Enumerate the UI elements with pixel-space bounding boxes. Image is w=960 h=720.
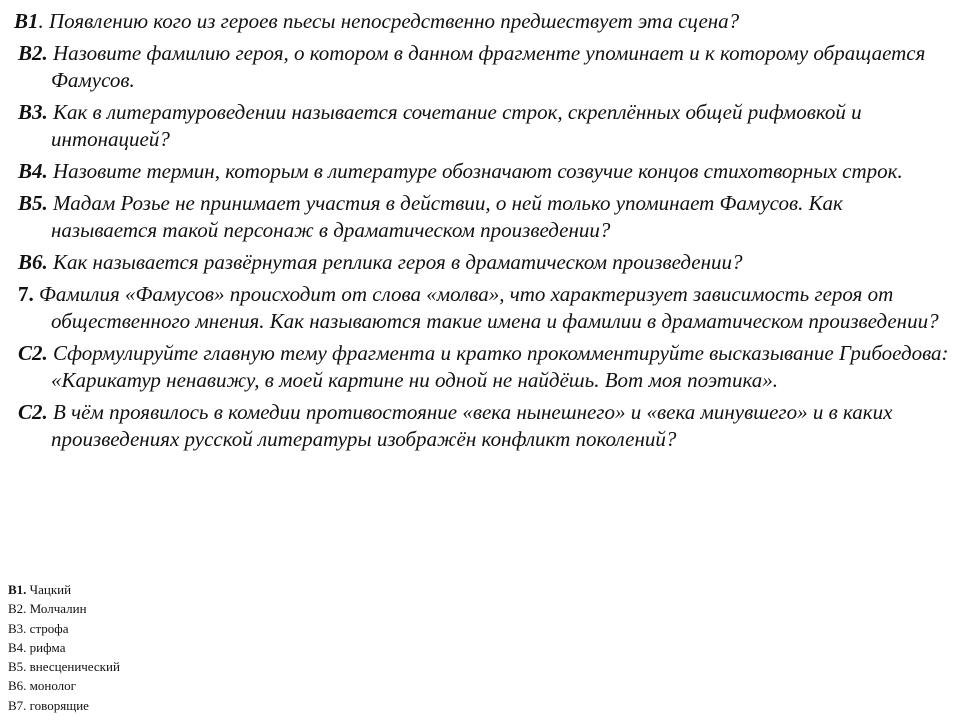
answer-text: строфа [26, 620, 69, 636]
question-b6 [18, 249, 949, 276]
question-number: В4. [18, 159, 48, 183]
answer-number: В6. [8, 678, 27, 694]
answer-text: внесценический [26, 659, 120, 675]
question-text: В чём проявилось в комедии противостояние «века нынешнего» и «века минувшего» и в каких произведениях русской литературы изображён конфликт поколений? [47, 400, 893, 451]
question-text: . Появлению кого из героев пьесы непосредственно предшествует эта сцена? [38, 9, 740, 33]
answer-number: В2. [8, 601, 27, 617]
answer-b7 [8, 696, 120, 715]
question-c2-theme [18, 340, 949, 394]
answer-text: рифма [26, 639, 66, 655]
answers-list [8, 580, 120, 715]
answer-b1 [8, 580, 120, 599]
questions-list [14, 8, 949, 458]
question-number: 7. [18, 282, 34, 306]
question-b1 [14, 8, 949, 35]
question-text: Назовите фамилию героя, о котором в данном фрагменте упоминает и к которому обращается Фамусов. [47, 41, 926, 92]
answer-text: Молчалин [26, 601, 87, 617]
question-number: В5. [18, 191, 48, 215]
question-7 [18, 281, 949, 335]
question-b5 [18, 190, 949, 244]
answer-text: говорящие [26, 697, 89, 713]
question-c2-conflict [18, 399, 949, 453]
answer-b4 [8, 638, 120, 657]
question-number: С2. [18, 341, 48, 365]
question-b4 [18, 158, 949, 185]
answer-number: В1. [8, 582, 27, 597]
answer-b3 [8, 619, 120, 638]
question-b3 [18, 99, 949, 153]
answer-text: монолог [26, 678, 77, 694]
question-number: В3. [18, 100, 48, 124]
answer-b2 [8, 599, 120, 618]
answer-number: В5. [8, 659, 27, 675]
question-number: В6. [18, 250, 48, 274]
question-text: Как в литературоведении называется сочетание строк, скреплённых общей рифмовкой и интонацией? [47, 100, 862, 151]
question-text: Как называется развёрнутая реплика героя в драматическом произведении? [47, 250, 743, 274]
question-text: Сформулируйте главную тему фрагмента и кратко прокомментируйте высказывание Грибоедова: «Карикатур ненавижу, в моей картине ни одной не найдёшь. Вот моя поэтика». [47, 341, 949, 392]
question-number: В2. [18, 41, 48, 65]
question-text: Мадам Розье не принимает участия в действии, о ней только упоминает Фамусов. Как называется такой персонаж в драматическом произведении? [47, 191, 843, 242]
answer-text: Чацкий [26, 582, 72, 597]
answer-number: В3. [8, 620, 27, 636]
answer-b6 [8, 676, 120, 695]
question-b2 [18, 40, 949, 94]
question-text: Фамилия «Фамусов» происходит от слова «молва», что характеризует зависимость героя от общественного мнения. Как называются такие имена и фамилии в драматическом произведении? [33, 282, 939, 333]
question-text: Назовите термин, которым в литературе обозначают созвучие концов стихотворных строк. [47, 159, 903, 183]
question-number: С2. [18, 400, 48, 424]
answer-number: В7. [8, 697, 27, 713]
question-number: В1 [14, 9, 39, 33]
answer-b5 [8, 657, 120, 676]
answer-number: В4. [8, 639, 27, 655]
